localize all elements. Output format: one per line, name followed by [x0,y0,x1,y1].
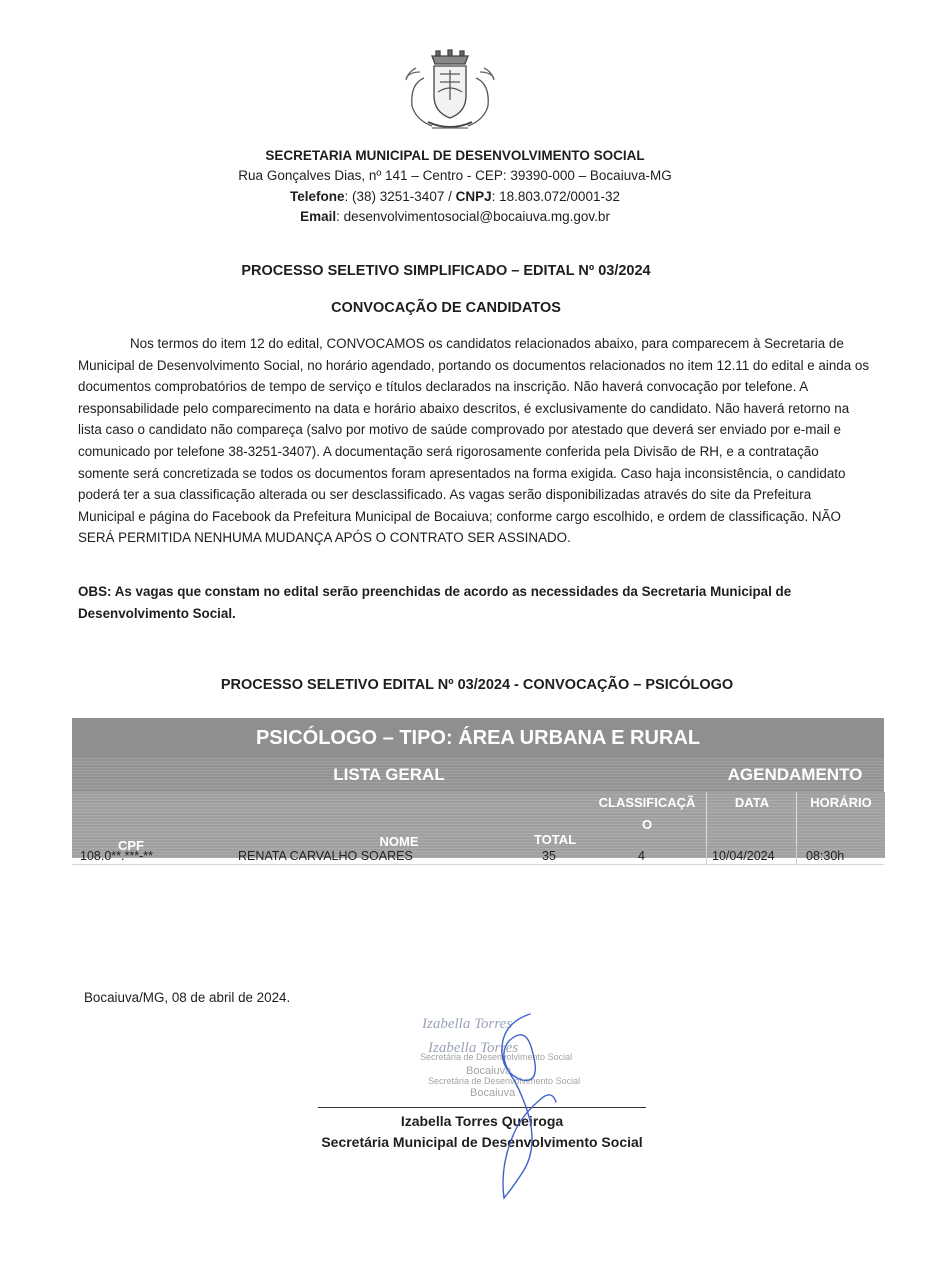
organization-phone [0,187,910,207]
municipal-coat-of-arms-icon [402,48,498,134]
phone-value: : (38) 3251-3407 / [344,189,456,204]
table-main-header: PSICÓLOGO – TIPO: ÁREA URBANA E RURAL [72,718,884,758]
group-header-agendamento: AGENDAMENTO [706,758,884,792]
convocation-table [72,718,884,868]
phone-label: Telefone [290,189,345,204]
row-divider [796,844,797,864]
class-line-2: O [641,817,653,832]
date-line: Bocaiuva/MG, 08 de abril de 2024. [84,990,291,1005]
column-header-cpf-label: CPF [118,838,144,853]
obs-note: OBS: As vagas que constam no edital serão preenchidas de acordo as necessidades da Secretaria Municipal de Desenvolvimento Social. [78,584,792,621]
row-divider [706,844,707,864]
convocation-title: CONVOCAÇÃO DE CANDIDATOS [331,300,561,316]
class-line-1: CLASSIFICAÇÃ [598,795,696,810]
organization-name: SECRETARIA MUNICIPAL DE DESENVOLVIMENTO SOCIAL [265,148,645,163]
cell-horario: 08:30h [806,849,845,863]
organization-email [0,207,910,227]
group-header-lista-geral: LISTA GERAL [72,758,706,792]
organization-address: Rua Gonçalves Dias, nº 141 – Centro - CEP: 39390-000 – Bocaiuva-MG [238,168,672,183]
signer-role: Secretária Municipal de Desenvolvimento Social [321,1134,643,1150]
email-value: : desenvolvimentosocial@bocaiuva.mg.gov.br [336,209,610,224]
column-header-total-label: TOTAL [533,832,577,847]
stamp-text-1-repeat: Izabella Torres [428,1040,519,1056]
column-header-horario-label: HORÁRIO [810,795,872,810]
cell-nome: RENATA CARVALHO SOARES [238,849,413,863]
column-header-nome-label: NOME [379,834,419,849]
signer-name: Izabella Torres Queiroga [400,1113,564,1129]
cell-classificacao: 4 [638,849,645,863]
process-title: PROCESSO SELETIVO SIMPLIFICADO – EDITAL Nº 03/2024 [241,263,651,279]
cell-total: 35 [542,849,556,863]
stamp-text-2-repeat: Secretária de Desenvolvimento Social [428,1076,581,1086]
email-label: Email [300,209,337,224]
stamp-text-3: Bocaiuva [466,1065,512,1077]
body-paragraph [78,333,870,549]
stamp-text-2: Secretária de Desenvolvimento Social [420,1052,573,1062]
stamp-text-3-repeat: Bocaiuva [470,1087,516,1099]
cell-cpf: 108.0**.***-** [80,849,153,863]
column-header-data-label: DATA [734,795,770,810]
cnpj-label: CNPJ [455,189,492,204]
table-title: PROCESSO SELETIVO EDITAL Nº 03/2024 - CONVOCAÇÃO – PSICÓLOGO [220,677,734,693]
cnpj-value: : 18.803.072/0001-32 [491,189,620,204]
table-row [72,844,884,865]
cell-data: 10/04/2024 [712,849,775,863]
column-header-classificacao-label [588,792,706,836]
handwritten-signature-icon [470,1010,580,1200]
stamp-text-1: Izabella Torres [422,1016,513,1032]
convocation-text: Nos termos do item 12 do edital, CONVOCAMOS os candidatos relacionados abaixo, para comparecem à Secretaria de Municipal de Desenvolvimento Social, no horário agendado, portando os documentos relacionados no item 12.11 do edital e ainda os documentos comprobatórios de tempo de serviço e títulos declarados na inscrição. Não haverá convocação por telefone. A responsabilidade pelo comparecimento na data e horário abaixo descritos, é exclusivamente do candidato. Não haverá retorno na lista caso o candidato não compareça (salvo por motivo de saúde comprovado por atestado que deverá ser enviado por e-mail e comunicado por telefone 38-3251-3407). A documentação será rigorosamente conferida pela Divisão de RH, e a contratação somente será concretizada se todos os documentos foram apresentados na forma exigida. Caso haja inconsistência, o candidato poderá ter a sua classificação alterada ou ser desclassificado. As vagas serão disponibilizadas através do site da Prefeitura Municipal e página do Facebook da Prefeitura Municipal de Bocaiuva; conforme cargo escolhido, e ordem de classificação. NÃO SERÁ PERMITIDA NENHUMA MUDANÇA APÓS O CONTRATO SER ASSINADO. [78,336,870,546]
